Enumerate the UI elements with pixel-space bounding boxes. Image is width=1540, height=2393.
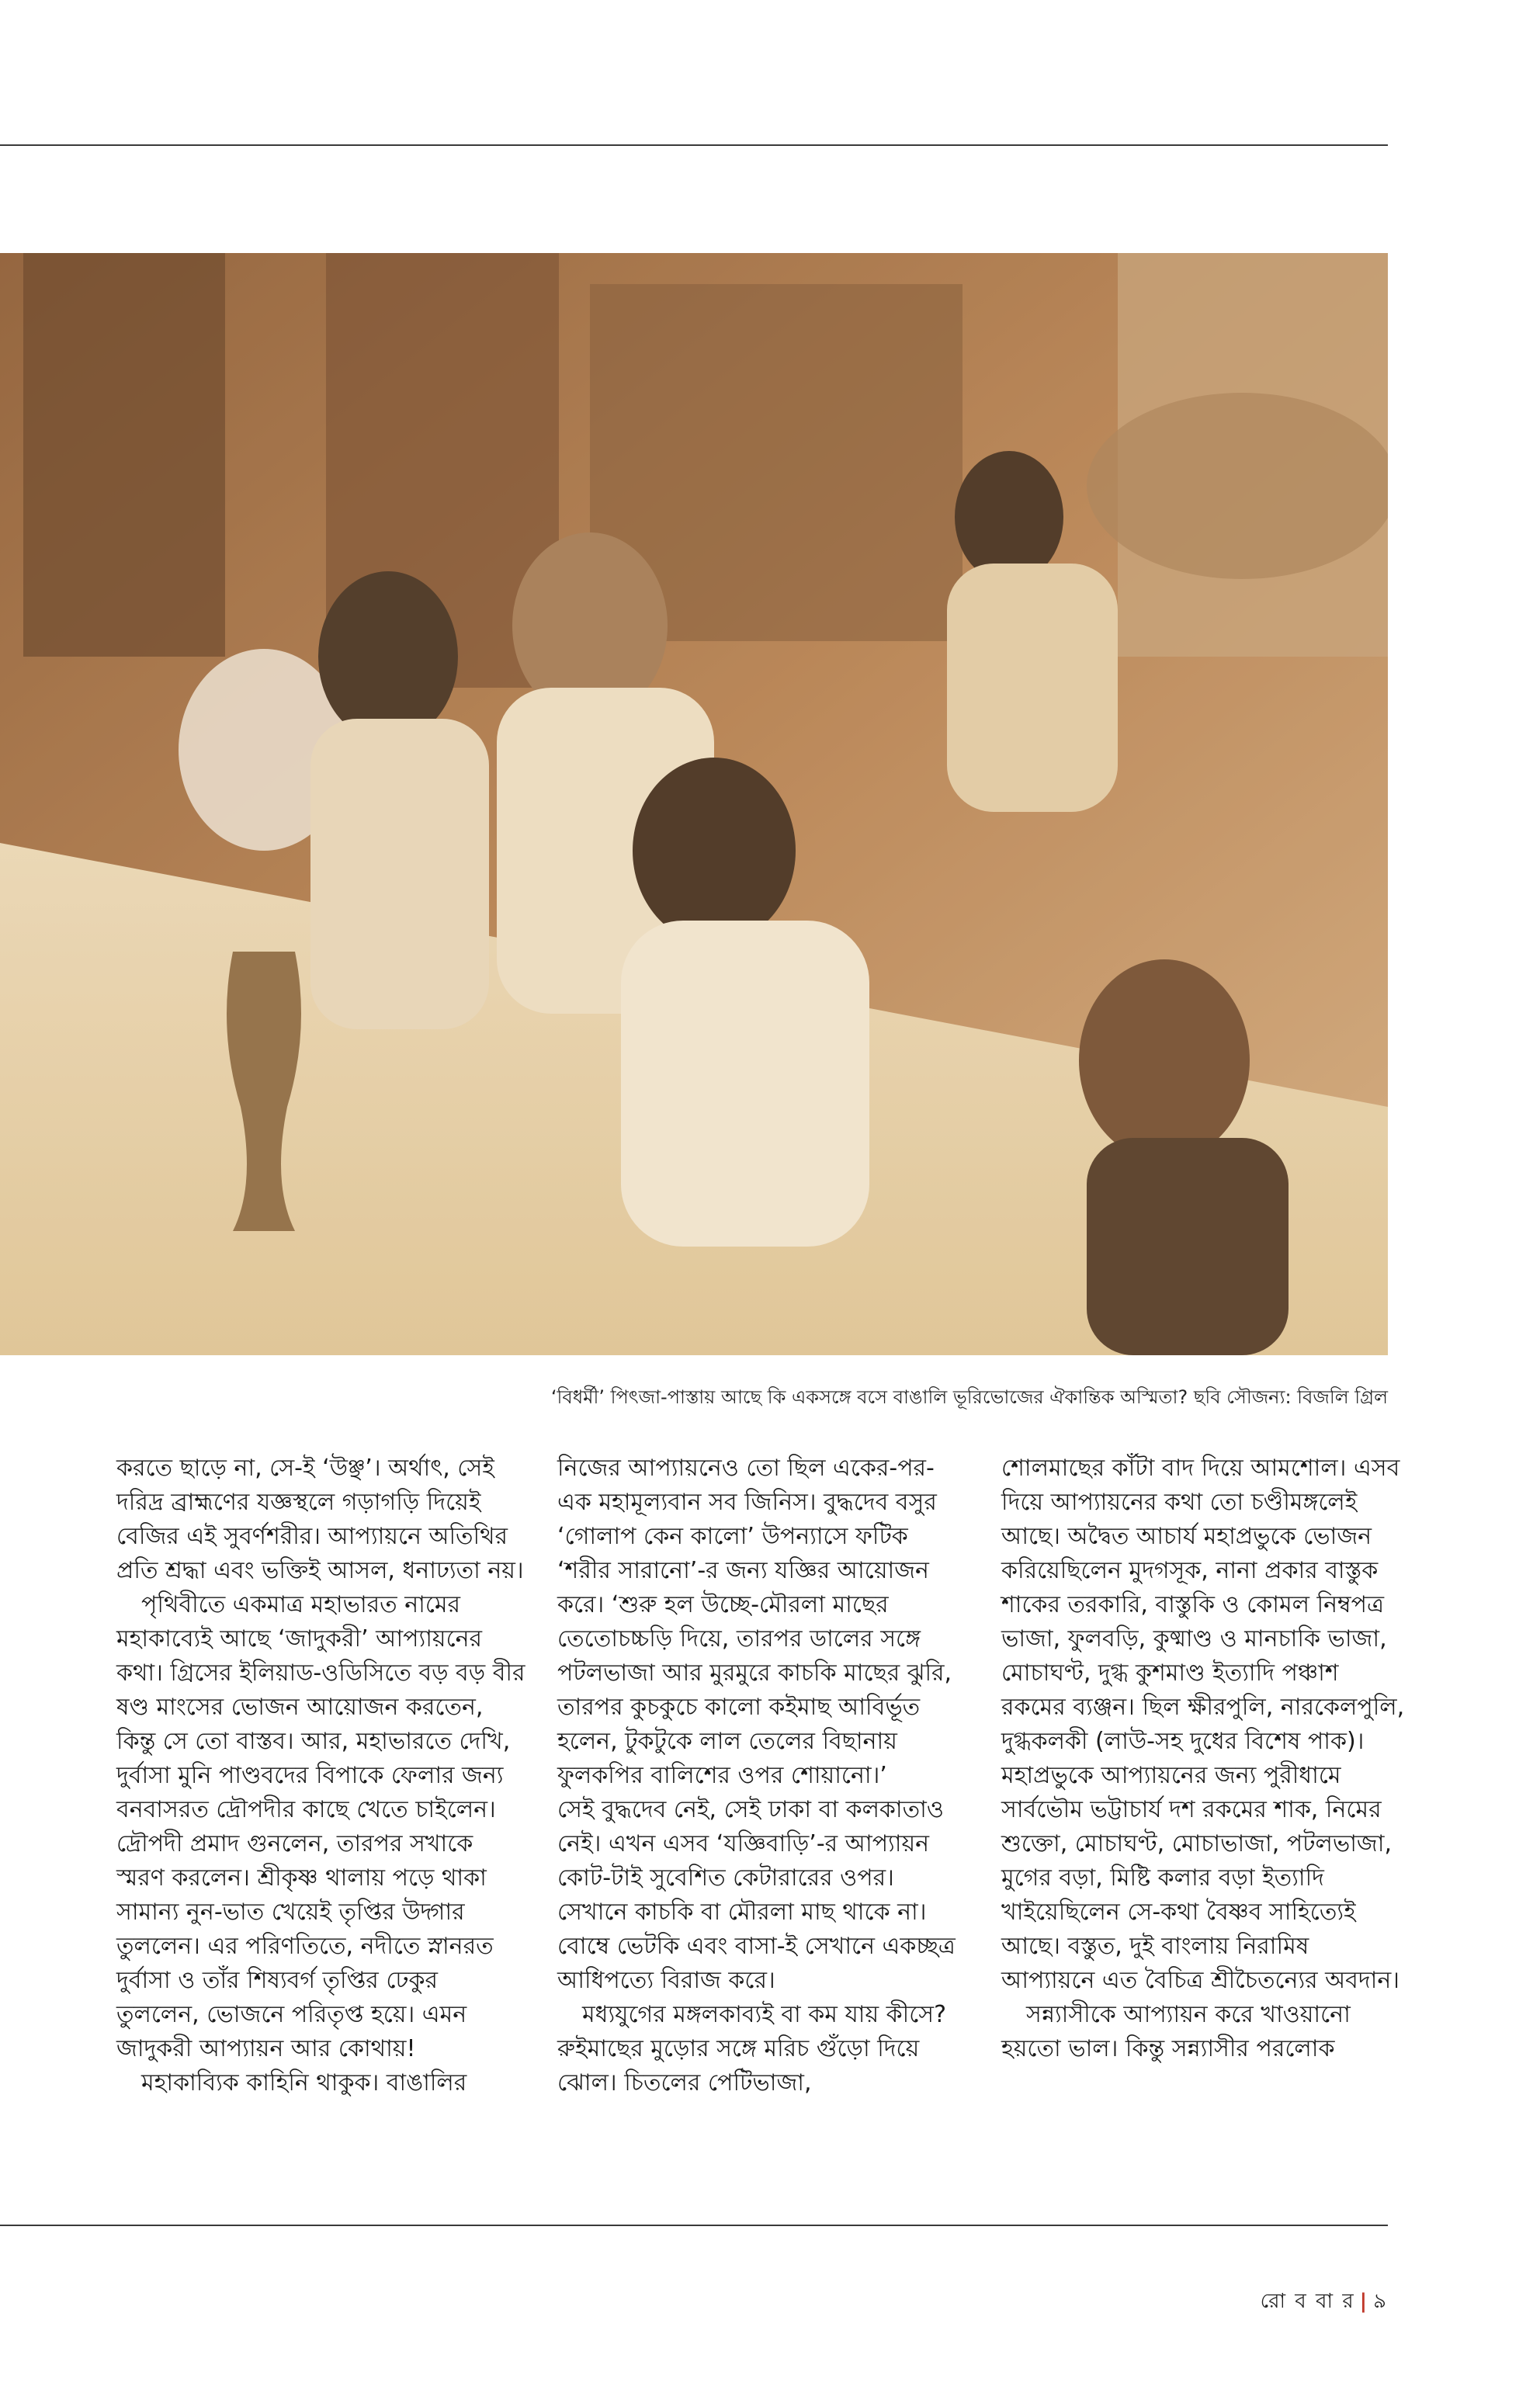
photo-diners	[0, 253, 1388, 1355]
photo-caption: ‘বিধর্মী’ পিৎজা-পাস্তায় আছে কি একসঙ্গে বসে বাঙালি ভূরিভোজের ঐকান্তিক অস্মিতা? ছবি সৌজন্য: বিজলি গ্রিল	[550, 1386, 1388, 1408]
paragraph: করতে ছাড়ে না, সে-ই ‘উঞ্ছ’। অর্থাৎ, সেই দরিদ্র ব্রাহ্মণের যজ্ঞস্থলে গড়াগড়ি দিয়েই বেজির এই সুবর্ণশরীর। আপ্যায়নে অতিথির প্রতি শ্রদ্ধা এবং ভক্তিই আসল, ধনাঢ্যতা নয়।	[116, 1455, 524, 1584]
paragraph: সেই বুদ্ধদেব নেই, সেই ঢাকা বা কলকাতাও নেই। এখন এসব ‘যজ্ঞিবাড়ি’-র আপ্যায়ন কোট-টাই সুবেশিত কেটারারের ওপর। সেখানে কাচকি বা মৌরলা মাছ থাকে না। বোম্বে ভেটকি এবং বাসা-ই সেখানে একচ্ছত্র আধিপত্যে বিরাজ করে।	[557, 1796, 956, 1994]
paragraph: মধ্যযুগের মঙ্গলকাব্যই বা কম যায় কীসে? রুইমাছের মুড়োর সঙ্গে মরিচ গুঁড়ো দিয়ে ঝোল। চিতলের পেটিভাজা,	[557, 2001, 947, 2096]
page-number: ৯	[1373, 2290, 1388, 2313]
top-rule	[0, 144, 1388, 146]
article-column-3	[1001, 1451, 1405, 2066]
magazine-name: রো ব বা র	[1260, 2290, 1355, 2313]
paragraph: সন্ন্যাসীকে আপ্যায়ন করে খাওয়ানো হয়তো ভাল। কিন্তু সন্ন্যাসীর পরলোক	[1001, 2001, 1351, 2062]
paragraph: পৃথিবীতে একমাত্র মহাভারত নামের মহাকাব্যেই আছে ‘জাদুকরী’ আপ্যায়নের কথা। গ্রিসের ইলিয়াড-ওডিসিতে বড় বড় বীর ষণ্ড মাংসের ভোজন আয়োজন করতেন, কিন্তু সে তো বাস্তব। আর, মহাভারতে দেখি, দুর্বাসা মুনি পাণ্ডবদের বিপাকে ফেলার জন্য বনবাসরত দ্রৌপদীর কাছে খেতে চাইলেন। দ্রৌপদী প্রমাদ গুনলেন, তারপর সখাকে স্মরণ করলেন। শ্রীকৃষ্ণ থালায় পড়ে থাকা সামান্য নুন-ভাত খেয়েই তৃপ্তির উদ্গার তুললেন। এর পরিণতিতে, নদীতে স্নানরত দুর্বাসা ও তাঁর শিষ্যবর্গ তৃপ্তির ঢেকুর তুললেন, ভোজনে পরিতৃপ্ত হয়ে। এমন জাদুকরী আপ্যায়ন আর কোথায়!	[116, 1591, 525, 2062]
footer-separator: |	[1359, 2290, 1369, 2313]
paragraph: নিজের আপ্যায়নেও তো ছিল একের-পর-এক মহামূল্যবান সব জিনিস। বুদ্ধদেব বসুর ‘গোলাপ কেন কালো’ উপন্যাসে ফটিক ‘শরীর সারানো’-র জন্য যজ্ঞির আয়োজন করে। ‘শুরু হল উচ্ছে-মৌরলা মাছের তেতোচচ্চড়ি দিয়ে, তারপর ডালের সঙ্গে পটলভাজা আর মুরমুরে কাচকি মাছের ঝুরি, তারপর কুচকুচে কালো কইমাছ আবির্ভূত হলেন, টুকটুকে লাল তেলের বিছানায় ফুলকপির বালিশের ওপর শোয়ানো।’	[557, 1455, 952, 1789]
paragraph: মহাকাব্যিক কাহিনি থাকুক। বাঙালির	[141, 2069, 467, 2096]
article-column-2	[557, 1451, 961, 2100]
article-column-1	[116, 1451, 528, 2100]
bottom-rule	[0, 2225, 1388, 2226]
paragraph: শোলমাছের কাঁটা বাদ দিয়ে আমশোল। এসব দিয়ে আপ্যায়নের কথা তো চণ্ডীমঙ্গলেই আছে। অদ্বৈত আচার্য মহাপ্রভুকে ভোজন করিয়েছিলেন মুদগসূক, নানা প্রকার বাস্তুক শাকের তরকারি, বাস্তুকি ও কোমল নিম্বপত্র ভাজা, ফুলবড়ি, কুষ্মাণ্ড ও মানচাকি ভাজা, মোচাঘণ্ট, দুগ্ধ কুশমাণ্ড ইত্যাদি পঞ্চাশ রকমের ব্যঞ্জন। ছিল ক্ষীরপুলি, নারকেলপুলি, দুগ্ধকলকী (লাউ-সহ দুধের বিশেষ পাক)। মহাপ্রভুকে আপ্যায়নের জন্য পুরীধামে সার্বভৌম ভট্টাচার্য দশ রকমের শাক, নিমের শুক্তো, মোচাঘণ্ট, মোচাভাজা, পটলভাজা, মুগের বড়া, মিষ্টি কলার বড়া ইত্যাদি খাইয়েছিলেন সে-কথা বৈষ্ণব সাহিত্যেই আছে। বস্তুত, দুই বাংলায় নিরামিষ আপ্যায়নে এত বৈচিত্র শ্রীচৈতন্যের অবদান।	[1001, 1455, 1405, 1994]
page-footer	[1261, 2285, 1388, 2319]
photo-illustration	[0, 253, 1388, 1355]
